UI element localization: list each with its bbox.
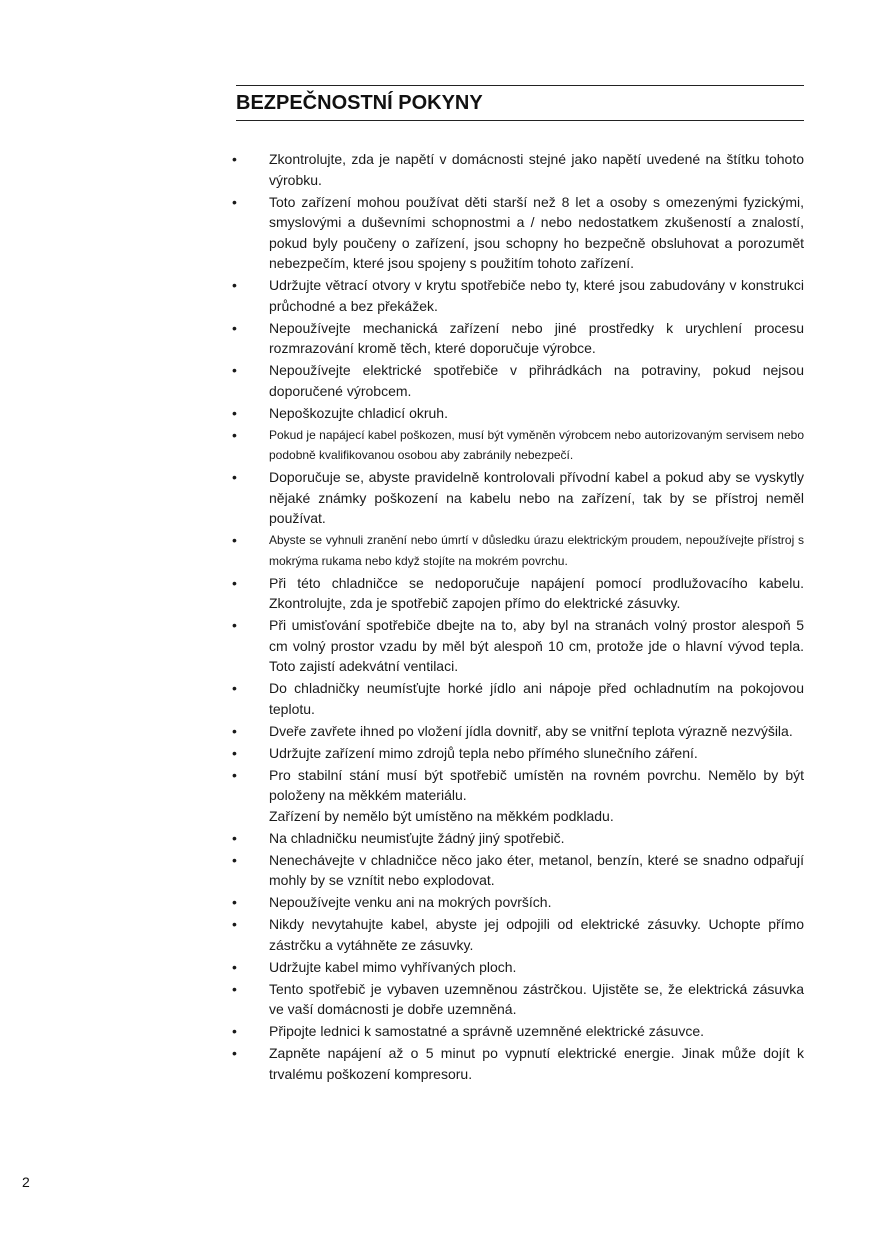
page-title: BEZPEČNOSTNÍ POKYNY: [236, 92, 483, 114]
list-item-text: Udržujte zařízení mimo zdrojů tepla nebo přímého slunečního záření.: [269, 744, 698, 761]
list-item-text: Abyste se vyhnuli zranění nebo úmrtí v důsledku úrazu elektrickým proudem, nepoužívejte přístroj s mokrýma rukama nebo když stojíte na mokrém povrchu.: [269, 533, 804, 568]
list-item-text: Do chladničky neumísťujte horké jídlo ani nápoje před ochladnutím na pokojovou teplotu.: [269, 680, 804, 717]
list-item: [232, 743, 804, 764]
bullet-icon: •: [232, 894, 237, 910]
list-item-text: Toto zařízení mohou používat děti starší než 8 let a osoby s omezenými fyzickými, smyslovými a duševními schopnostmi a / nebo nedostatkem zkušeností a znalostí, pokud byly poučeny o zařízení, jsou schopny ho bezpečně obsluhovat a porozumět nebezpečím, které jsou spojeny s použitím tohoto zařízení.: [269, 193, 804, 271]
list-item: [232, 979, 804, 1020]
list-item-text: Zapněte napájení až o 5 minut po vypnutí elektrické energie. Jinak může dojít k trvalému poškození kompresoru.: [269, 1045, 804, 1082]
list-item: [232, 957, 804, 978]
list-item: [232, 765, 804, 827]
list-item-text: Udržujte kabel mimo vyhřívaných ploch.: [269, 958, 517, 975]
list-item: [232, 360, 804, 401]
list-item-text: Připojte lednici k samostatné a správně uzemněné elektrické zásuvce.: [269, 1023, 704, 1039]
list-item-text: Při umisťování spotřebiče dbejte na to, aby byl na stranách volný prostor alespoň 5 cm volný prostor vzadu by měl být alespoň 10 cm, protože jde o hlavní vývod tepla. Toto zajistí adekvátní ventilaci.: [269, 617, 804, 674]
list-item-text: Tento spotřebič je vybaven uzemněnou zástrčkou. Ujistěte se, že elektrická zásuvka ve vaší domácnosti je dobře uzemněná.: [269, 980, 804, 1017]
bullet-icon: •: [232, 469, 237, 485]
bullet-icon: •: [232, 851, 237, 868]
list-item: [232, 721, 804, 742]
bullet-icon: •: [232, 1023, 237, 1039]
bullet-icon: •: [232, 680, 237, 696]
bullet-icon: •: [232, 617, 237, 633]
bullet-icon: •: [232, 532, 237, 548]
bullet-icon: •: [232, 151, 237, 167]
list-item: [232, 573, 804, 614]
bullet-icon: •: [232, 193, 237, 210]
list-item-extra-text: Zařízení by nemělo být umístěno na měkkém podkladu.: [269, 807, 614, 824]
list-item: [232, 678, 804, 719]
list-item: [232, 530, 804, 571]
list-item: [232, 318, 804, 359]
bullet-icon: •: [232, 574, 237, 591]
list-item: [232, 850, 804, 891]
bullet-icon: •: [232, 958, 237, 975]
list-item: [232, 467, 804, 529]
section-header: [236, 85, 804, 121]
list-item-text: Nepoškozujte chladicí okruh.: [269, 404, 448, 421]
list-item: [232, 1043, 804, 1084]
list-item-text: Pro stabilní stání musí být spotřebič umístěn na rovném povrchu. Nemělo by být položeny na měkkém materiálu.: [269, 766, 804, 803]
list-item: [232, 1021, 804, 1042]
list-item: [232, 892, 804, 913]
list-item-text: Při této chladničce se nedoporučuje napájení pomocí prodlužovacího kabelu. Zkontrolujte, zda je spotřebič zapojen přímo do elektrické zásuvky.: [269, 574, 804, 611]
bullet-icon: •: [232, 362, 237, 378]
bullet-icon: •: [232, 1045, 237, 1061]
bullet-icon: •: [232, 722, 237, 739]
bullet-icon: •: [232, 404, 237, 421]
list-item: [232, 425, 804, 466]
list-item-text: Zkontrolujte, zda je napětí v domácnosti stejné jako napětí uvedené na štítku tohoto výrobku.: [269, 151, 804, 188]
bullet-icon: •: [232, 744, 237, 761]
list-item-text: Nenechávejte v chladničce něco jako éter, metanol, benzín, které se snadno odpařují mohly by se vznítit nebo explodovat.: [269, 851, 804, 888]
list-item: [232, 149, 804, 190]
bullet-icon: •: [232, 980, 237, 997]
list-item-text: Na chladničku neumisťujte žádný jiný spotřebič.: [269, 829, 565, 846]
page-number: 2: [22, 1174, 30, 1190]
bullet-icon: •: [232, 319, 237, 336]
list-item-text: Nepoužívejte elektrické spotřebiče v přihrádkách na potraviny, pokud nejsou doporučené výrobcem.: [269, 362, 804, 399]
list-item-text: Udržujte větrací otvory v krytu spotřebiče nebo ty, které jsou zabudovány v konstrukci průchodné a bez překážek.: [269, 277, 804, 314]
list-item: [232, 403, 804, 424]
list-item: [232, 192, 804, 274]
bullet-icon: •: [232, 916, 237, 932]
list-item-text: Nepoužívejte venku ani na mokrých površích.: [269, 894, 552, 910]
list-item-text: Nikdy nevytahujte kabel, abyste jej odpojili od elektrické zásuvky. Uchopte přímo zástrčku a vytáhněte ze zásuvky.: [269, 916, 804, 953]
list-item-text: Doporučuje se, abyste pravidelně kontrolovali přívodní kabel a pokud aby se vyskytly nějaké známky poškození na kabelu nebo na zařízení, tak by se přístroj neměl používat.: [269, 469, 804, 526]
list-item: [232, 275, 804, 316]
list-item: [232, 828, 804, 849]
list-item: [232, 615, 804, 677]
bullet-icon: •: [232, 829, 237, 846]
bullet-icon: •: [232, 426, 237, 443]
list-item-text: Dveře zavřete ihned po vložení jídla dovnitř, aby se vnitřní teplota výrazně nezvýšila.: [269, 722, 793, 739]
safety-instructions-list: [232, 149, 804, 1086]
list-item: [232, 914, 804, 955]
bullet-icon: •: [232, 766, 237, 783]
list-item-text: Pokud je napájecí kabel poškozen, musí být vyměněn výrobcem nebo autorizovaným servisem nebo podobně kvalifikovanou osobou aby zabránily nebezpečí.: [269, 427, 804, 462]
list-item-text: Nepoužívejte mechanická zařízení nebo jiné prostředky k urychlení procesu rozmrazování kromě těch, které doporučuje výrobce.: [269, 319, 804, 356]
bullet-icon: •: [232, 277, 237, 293]
